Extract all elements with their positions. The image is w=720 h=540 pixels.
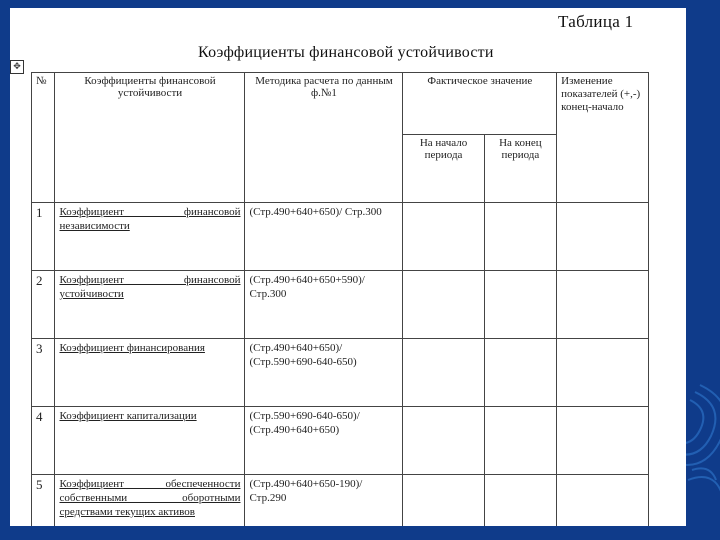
table-row [32, 407, 649, 475]
row-end-value[interactable] [484, 407, 557, 475]
header-start-period: На начало периода [403, 135, 484, 203]
row-change-value[interactable] [557, 271, 649, 339]
table-header-row [32, 73, 649, 135]
row-coefficient-name: Коэффициент финансовой устойчивости [55, 271, 245, 339]
row-number: 3 [32, 339, 55, 407]
row-end-value[interactable] [484, 203, 557, 271]
document-page [10, 8, 686, 526]
row-method: (Стр.490+640+650)/ Стр.300 [245, 203, 403, 271]
header-method: Методика расчета по данным ф.№1 [245, 73, 403, 203]
row-method: (Стр.590+690-640-650)/ (Стр.490+640+650) [245, 407, 403, 475]
document-title: Коэффициенты финансовой устойчивости [198, 44, 494, 61]
row-method: (Стр.490+640+650)/ (Стр.590+690-640-650) [245, 339, 403, 407]
table-row [32, 339, 649, 407]
row-start-value[interactable] [403, 271, 484, 339]
financial-stability-table [31, 72, 649, 526]
table-row [32, 203, 649, 271]
header-number: № [32, 73, 55, 203]
row-start-value[interactable] [403, 407, 484, 475]
header-name: Коэффициенты финансовой устойчивости [55, 73, 245, 203]
row-end-value[interactable] [484, 339, 557, 407]
row-start-value[interactable] [403, 475, 484, 527]
row-change-value[interactable] [557, 203, 649, 271]
row-coefficient-name: Коэффициент финансовой независимости [55, 203, 245, 271]
header-end-period: На конец периода [484, 135, 557, 203]
table-number-label: Таблица 1 [558, 12, 634, 31]
row-change-value[interactable] [557, 407, 649, 475]
header-actual-value: Фактическое значение [403, 73, 557, 135]
row-number: 5 [32, 475, 55, 527]
row-number: 4 [32, 407, 55, 475]
row-coefficient-name: Коэффициент капитализации [55, 407, 245, 475]
row-number: 2 [32, 271, 55, 339]
row-change-value[interactable] [557, 475, 649, 527]
table-row [32, 271, 649, 339]
row-method: (Стр.490+640+650-190)/ Стр.290 [245, 475, 403, 527]
row-method: (Стр.490+640+650+590)/ Стр.300 [245, 271, 403, 339]
row-change-value[interactable] [557, 339, 649, 407]
row-coefficient-name: Коэффициент обеспеченности собственными оборотными средствами текущих активов [55, 475, 245, 527]
row-coefficient-name: Коэффициент финансирования [55, 339, 245, 407]
row-start-value[interactable] [403, 339, 484, 407]
row-number: 1 [32, 203, 55, 271]
table-anchor-icon[interactable]: ✥ [10, 60, 24, 74]
row-end-value[interactable] [484, 475, 557, 527]
row-start-value[interactable] [403, 203, 484, 271]
header-change: Изменение показателей (+,-) конец-начало [557, 73, 649, 203]
row-end-value[interactable] [484, 271, 557, 339]
table-row [32, 475, 649, 527]
